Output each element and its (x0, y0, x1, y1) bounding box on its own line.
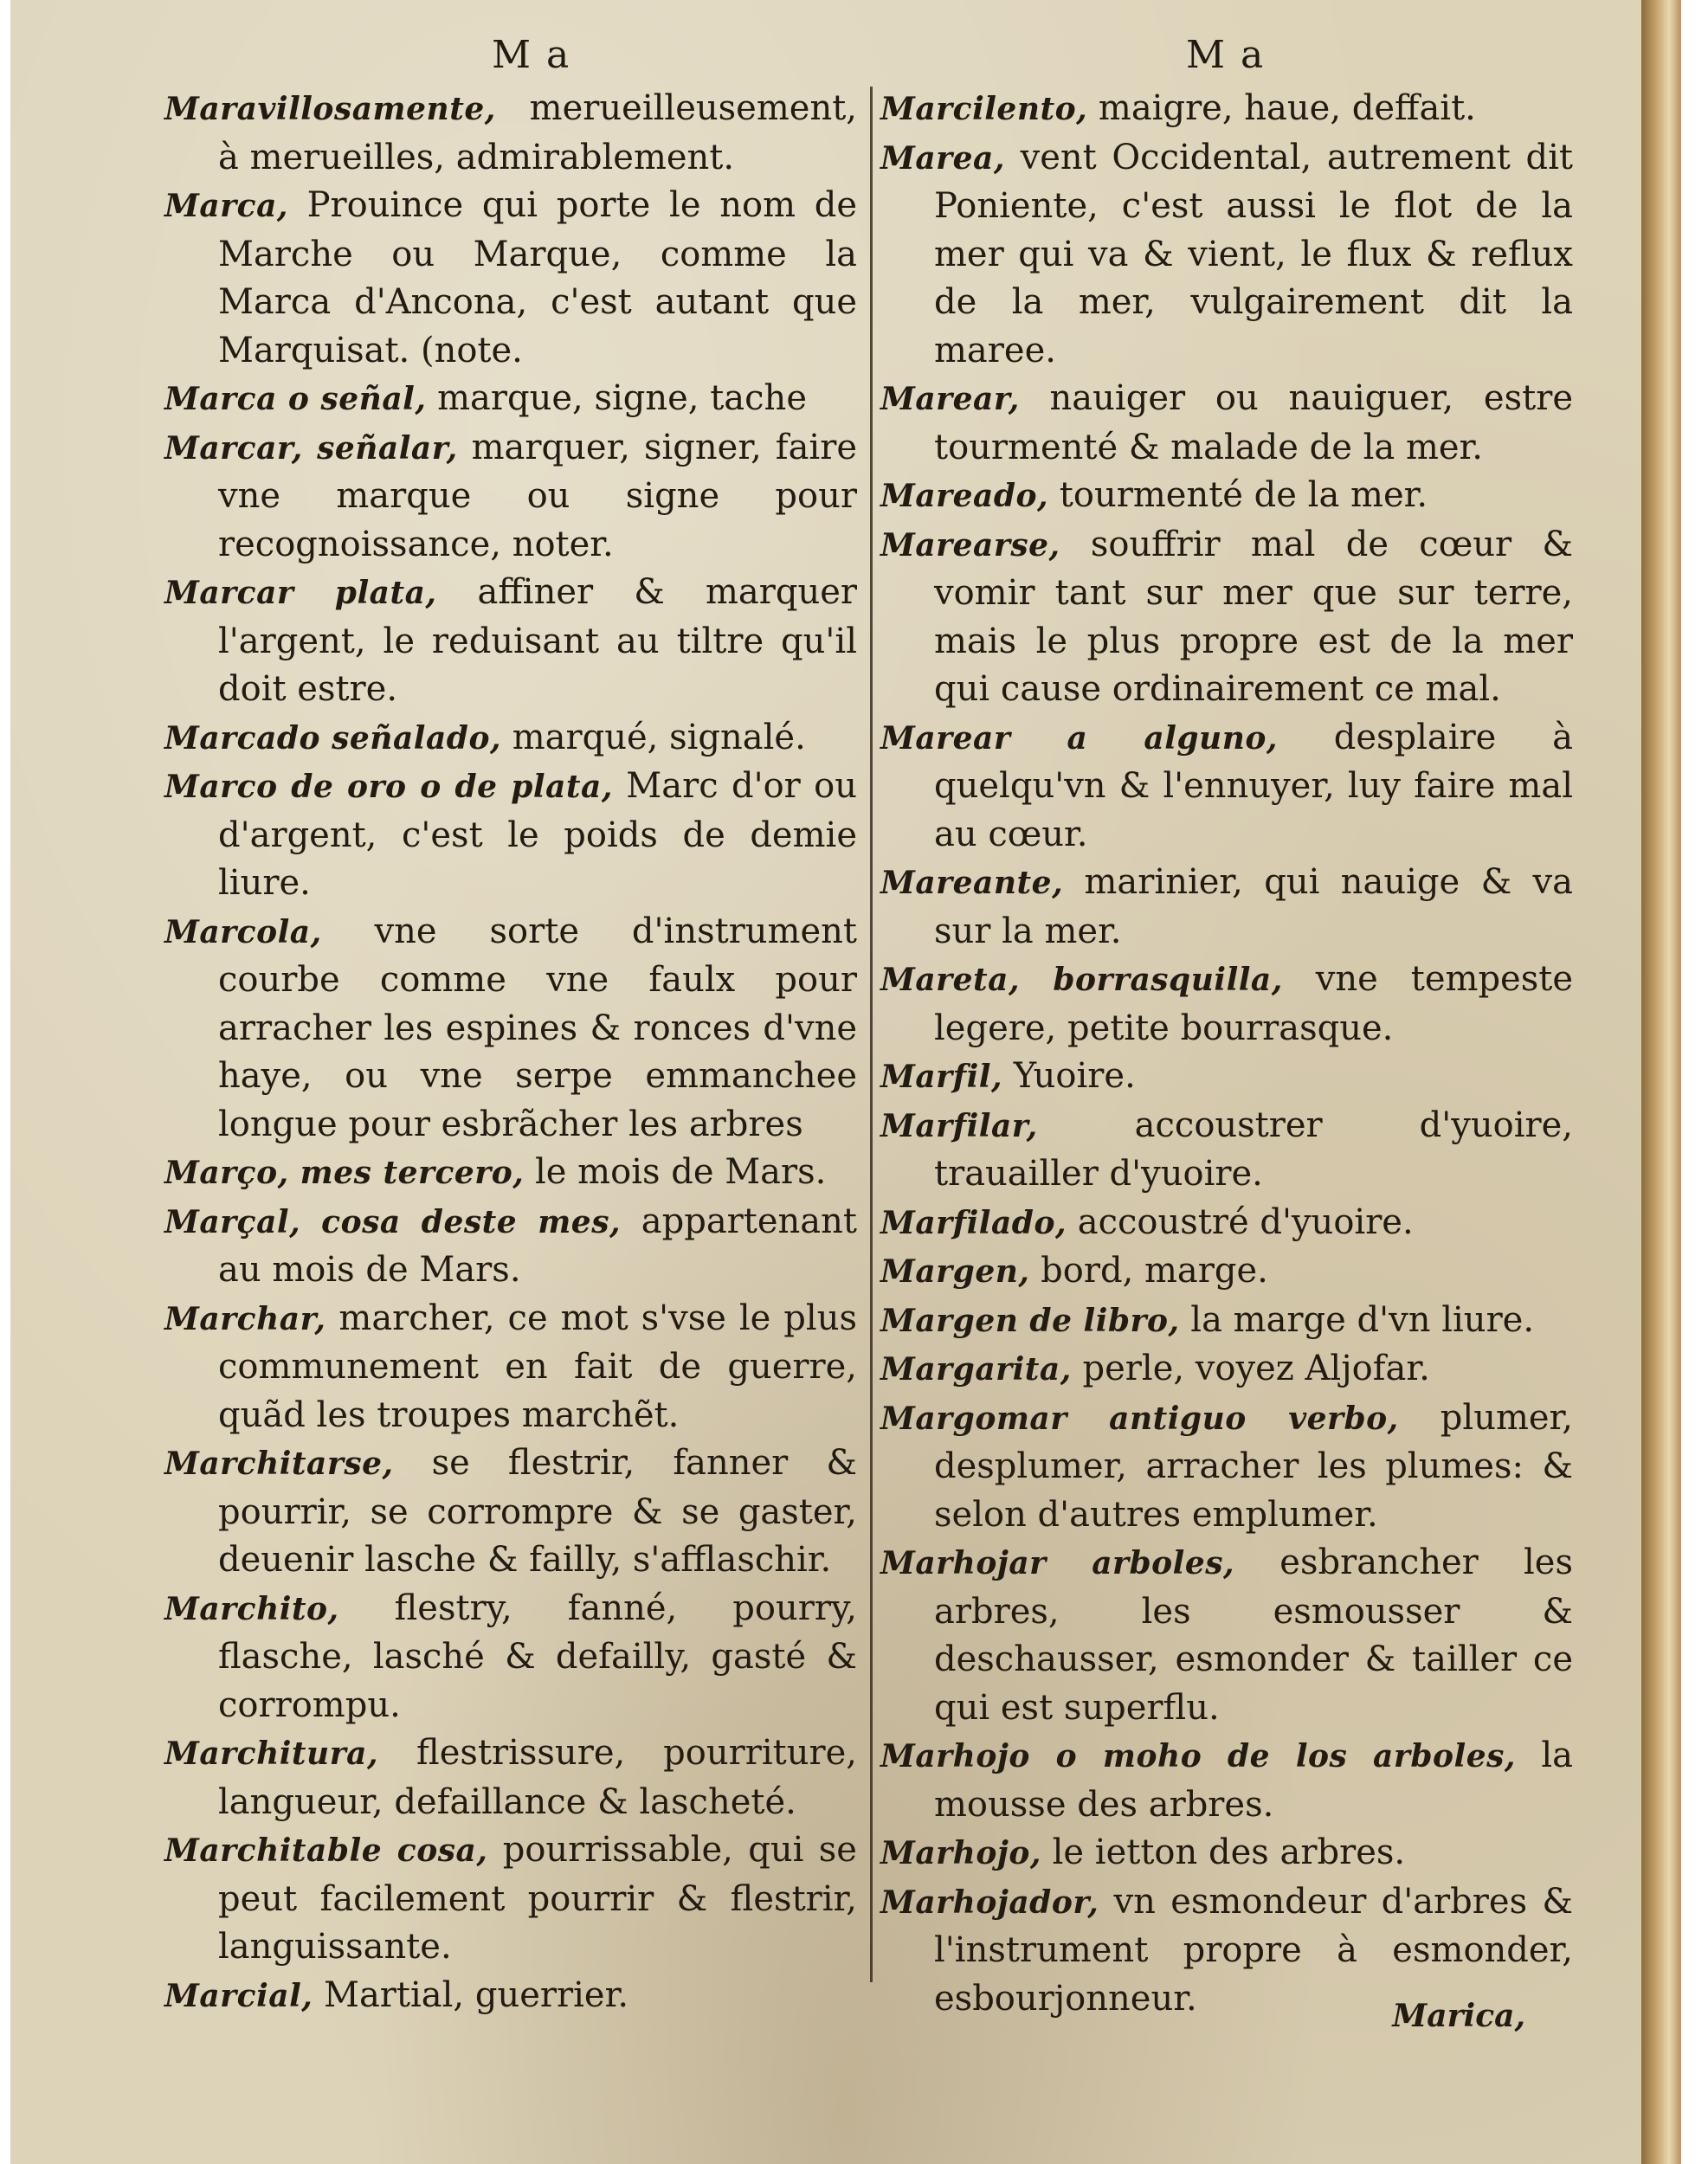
entry-headword: Mareta, borrasquilla, (880, 962, 1283, 998)
dictionary-entry (880, 1539, 1573, 1732)
entry-definition: perle, voyez Aljofar. (1071, 1349, 1430, 1388)
dictionary-entry (164, 1439, 857, 1585)
entry-headword: Marear, (880, 381, 1020, 417)
entry-definition: marqué, signalé. (501, 717, 806, 757)
dictionary-entry (880, 1199, 1573, 1248)
entry-definition: se flestrir, fanner & pourrir, se corrompre & se gaster, deuenir lasche & failly, s'afflaschir. (218, 1443, 857, 1580)
entry-definition: Prouince qui porte le nom de Marche ou Marque, comme la Marca d'Ancona, c'est autant que Marquisat. (note. (218, 185, 857, 370)
dictionary-entry (880, 1247, 1573, 1297)
dictionary-entry (164, 375, 857, 424)
entry-headword: Marca, (164, 188, 288, 224)
entry-headword: Margarita, (880, 1351, 1072, 1388)
entry-definition: tourmenté de la mer. (1048, 475, 1428, 515)
entry-headword: Marcilento, (880, 91, 1088, 127)
entry-headword: Marear a alguno, (880, 719, 1278, 757)
right-running-head: M a (1186, 33, 1266, 77)
dictionary-entry (880, 956, 1573, 1053)
entry-definition: plumer, desplumer, arracher les plumes: & selon d'autres emplumer. (934, 1397, 1573, 1535)
entry-headword: Marcar plata, (164, 575, 437, 611)
entry-headword: Março, mes tercero, (164, 1155, 525, 1191)
entry-definition: bord, marge. (1029, 1251, 1268, 1291)
entry-headword: Marcial, (164, 1977, 313, 2014)
dictionary-entry (880, 859, 1573, 956)
entry-definition: marcher, ce mot s'vse le plus communement en fait de guerre, quãd les troupes marchẽt. (218, 1298, 857, 1435)
dictionary-entry (880, 1732, 1573, 1829)
entry-headword: Marchitable cosa, (164, 1832, 488, 1869)
entry-headword: Marchitura, (164, 1736, 379, 1772)
entry-definition: appartenant au mois de Mars. (218, 1201, 857, 1290)
dictionary-entry (164, 85, 857, 182)
entry-definition: nauiger ou nauiguer, estre tourmenté & malade de la mer. (934, 378, 1573, 467)
entry-definition: marquer, signer, faire vne marque ou signe pour recognoissance, noter. (218, 427, 858, 564)
dictionary-entry (164, 763, 857, 908)
entry-definition: accoustrer d'yuoire, trauailler d'yuoire. (934, 1105, 1573, 1194)
dictionary-entry (880, 1345, 1573, 1394)
entry-definition: vn esmondeur d'arbres & l'instrument propre à esmonder, esbourjonneur. (934, 1881, 1573, 2019)
dictionary-entry (164, 1972, 857, 2021)
entry-headword: Margen de libro, (880, 1302, 1180, 1339)
entry-definition: la marge d'vn liure. (1179, 1299, 1535, 1340)
entry-headword: Marcar, señalar, (164, 429, 458, 467)
dictionary-entry (164, 1198, 857, 1295)
dictionary-entry (164, 714, 857, 763)
entry-headword: Marhojar arboles, (880, 1545, 1235, 1581)
right-column (880, 85, 1573, 2023)
dictionary-entry (880, 472, 1573, 521)
dictionary-entry (880, 1102, 1573, 1199)
dictionary-entry (164, 1149, 857, 1198)
entry-headword: Margen, (880, 1253, 1030, 1290)
entry-definition: marque, signe, tache (426, 378, 807, 418)
dictionary-entry (164, 1729, 857, 1826)
entry-definition: Martial, guerrier. (313, 1974, 629, 2015)
entry-headword: Marfil, (880, 1059, 1003, 1095)
dictionary-entry (880, 714, 1573, 860)
entry-headword: Marfilado, (880, 1204, 1067, 1241)
dictionary-entry (880, 1297, 1573, 1346)
entry-definition: accoustré d'yuoire. (1067, 1201, 1414, 1242)
entry-headword: Maravillosamente, (164, 91, 496, 127)
entry-definition: vne sorte d'instrument courbe comme vne faulx pour arracher les espines & ronces d'vne haye, ou vne serpe emmanchee longue pour esbrãcher les arbres (218, 911, 857, 1144)
entry-definition: le ietton des arbres. (1041, 1832, 1406, 1872)
entry-headword: Marçal, cosa deste mes, (164, 1203, 622, 1240)
dictionary-entry (880, 521, 1573, 714)
entry-headword: Marchitarse, (164, 1446, 394, 1482)
dictionary-entry (880, 134, 1573, 376)
entry-definition: maigre, haue, deffait. (1087, 88, 1476, 128)
book-page (10, 0, 1681, 2164)
entry-definition: esbrancher les arbres, les esmousser & deschausser, esmonder & tailler ce qui est superflu. (934, 1542, 1573, 1728)
entry-definition: vent Occidental, autrement dit Poniente, c'est aussi le flot de la mer qui va & vient, le flux & reflux de la mer, vulgairement dit la maree. (934, 137, 1573, 370)
entry-definition: flestrissure, pourriture, langueur, defaillance & lascheté. (218, 1733, 857, 1822)
entry-headword: Marcado señalado, (164, 719, 501, 757)
entry-headword: Marhojo, (880, 1835, 1041, 1871)
entry-headword: Marcola, (164, 913, 322, 950)
dictionary-entry (164, 1826, 857, 1972)
dictionary-entry (880, 1829, 1573, 1878)
dictionary-entry (880, 1394, 1573, 1540)
entry-headword: Marearse, (880, 526, 1060, 564)
entry-definition: desplaire à quelqu'vn & l'ennuyer, luy faire mal au cœur. (934, 717, 1573, 854)
entry-definition: souffrir mal de cœur & vomir tant sur mer que sur terre, mais le plus propre est de la mer qui cause ordinairement ce mal. (934, 524, 1573, 709)
entry-headword: Mareante, (880, 865, 1064, 901)
entry-headword: Margomar antiguo verbo, (880, 1400, 1399, 1437)
entry-headword: Marea, (880, 139, 1005, 177)
column-divider (870, 87, 873, 1982)
entry-definition: le mois de Mars. (524, 1152, 827, 1192)
entry-headword: Marchito, (164, 1590, 339, 1627)
dictionary-entry (164, 908, 857, 1150)
dictionary-entry (164, 182, 857, 375)
left-column (164, 85, 857, 2020)
dictionary-entry (164, 424, 857, 570)
entry-definition: Marc d'or ou d'argent, c'est le poids de demie liure. (218, 766, 858, 903)
catchword: Marica, (1392, 1998, 1525, 2034)
entry-headword: Marhojo o moho de los arboles, (880, 1738, 1516, 1774)
entry-headword: Marca o señal, (164, 381, 427, 417)
dictionary-entry (164, 1295, 857, 1440)
entry-definition: vne tempeste legere, petite bourrasque. (934, 959, 1573, 1048)
dictionary-entry (164, 569, 857, 714)
entry-definition: affiner & marquer l'argent, le reduisant au tiltre qu'il doit estre. (218, 572, 857, 709)
entry-definition: pourrissable, qui se peut facilement pourrir & flestrir, languissante. (218, 1830, 857, 1967)
left-running-head: M a (492, 33, 571, 77)
entry-headword: Mareado, (880, 478, 1049, 514)
dictionary-entry (880, 85, 1573, 134)
entry-definition: Yuoire. (1002, 1056, 1136, 1096)
entry-headword: Marhojador, (880, 1884, 1099, 1921)
entry-headword: Marfilar, (880, 1107, 1038, 1144)
entry-definition: la mousse des arbres. (934, 1736, 1573, 1825)
entry-definition: flestry, fanné, pourry, flasche, lasché & defailly, gasté & corrompu. (218, 1588, 857, 1725)
dictionary-entry (880, 1053, 1573, 1102)
page-edge (1641, 0, 1681, 2164)
entry-headword: Marchar, (164, 1300, 326, 1337)
entry-definition: marinier, qui nauige & va sur la mer. (934, 862, 1573, 951)
dictionary-entry (880, 375, 1573, 472)
entry-headword: Marco de oro o de plata, (164, 769, 613, 805)
dictionary-entry (164, 1585, 857, 1730)
entry-definition: merueilleusement, à merueilles, admirablement. (218, 88, 857, 177)
